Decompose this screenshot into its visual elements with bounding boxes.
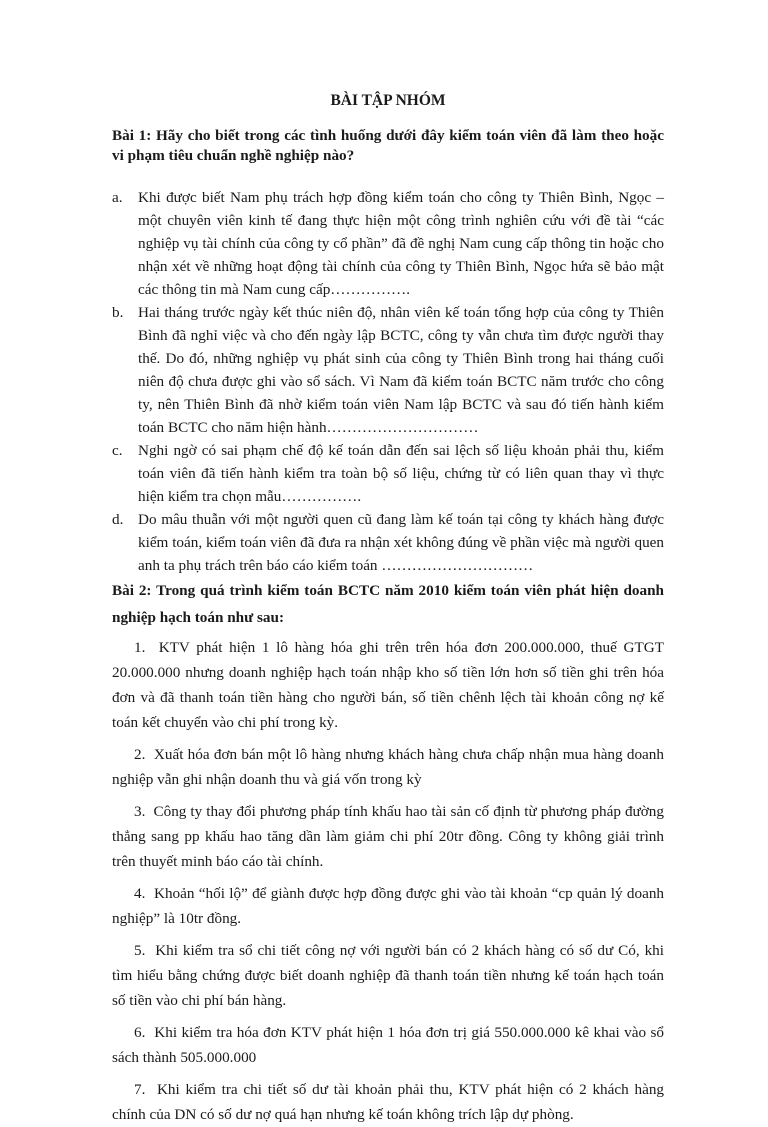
list-item [112, 1020, 664, 1070]
bai1-heading: Bài 1: Hãy cho biết trong các tình huống dưới đây kiểm toán viên đã làm theo hoặc vi phạm tiêu chuẩn nghề nghiệp nào? [112, 127, 664, 164]
page-title: BÀI TẬP NHÓM [330, 92, 446, 109]
list-item [112, 742, 664, 792]
list-item [112, 1077, 664, 1127]
list-item-text: Khi kiểm tra sổ chi tiết công nợ với người bán có 2 khách hàng có số dư Có, khi tìm hiểu bằng chứng được biết doanh nghiệp đã thanh toán tiền nhưng kế toán hạch toán số tiền vào chi phí bán hàng. [112, 942, 665, 1009]
list-marker: 5. [134, 942, 146, 959]
list-marker: 1. [134, 639, 146, 656]
list-item [112, 938, 664, 1013]
list-item-text: Công ty thay đổi phương pháp tính khấu hao tài sản cố định từ phương pháp đường thẳng sang pp khấu hao tăng dần làm giảm chi phí 20tr đồng. Công ty không giải trình trên thuyết minh báo cáo tài chính. [112, 803, 664, 870]
list-item-text: Khi kiểm tra hóa đơn KTV phát hiện 1 hóa đơn trị giá 550.000.000 kê khai vào sổ sách thành 505.000.000 [112, 1024, 664, 1066]
list-item [112, 635, 664, 735]
list-marker: b. [112, 304, 124, 321]
list-item [112, 439, 664, 508]
list-item-text: Xuất hóa đơn bán một lô hàng nhưng khách hàng chưa chấp nhận mua hàng doanh nghiệp vẫn ghi nhận doanh thu và giá vốn trong kỳ [112, 746, 664, 788]
bai2-heading: Bài 2: Trong quá trình kiểm toán BCTC năm 2010 kiểm toán viên phát hiện doanh nghiệp hạch toán như sau: [112, 582, 664, 626]
list-item [112, 799, 664, 874]
list-marker: d. [112, 511, 124, 528]
list-item-text: Khi được biết Nam phụ trách hợp đồng kiểm toán cho công ty Thiên Bình, Ngọc – một chuyên viên kinh tế đang thực hiện một công trình nghiên cứu với đề tài “các nghiệp vụ tài chính của công ty cổ phần” đã đề nghị Nam cung cấp thông tin hoặc cho nhận xét về những hoạt động tài chính của công ty Thiên Bình, Ngọc hứa sẽ bảo mật các thông tin mà Nam cung cấp……………. [138, 189, 664, 298]
list-marker: 6. [134, 1024, 146, 1041]
list-item [112, 301, 664, 439]
list-marker: c. [112, 442, 123, 459]
list-item [112, 186, 664, 301]
list-item-text: Hai tháng trước ngày kết thúc niên độ, nhân viên kế toán tổng hợp của công ty Thiên Bình đã nghỉ việc và cho đến ngày lập BCTC, công ty vẫn chưa tìm được người thay thế. Do đó, những nghiệp vụ phát sinh của công ty Thiên Bình trong hai tháng cuối niên độ chưa được ghi vào sổ sách. Vì Nam đã kiểm toán BCTC năm trước cho công ty, nên Thiên Bình đã nhờ kiểm toán viên Nam lập BCTC và sau đó tiến hành kiểm toán BCTC cho năm hiện hành………………………… [138, 304, 664, 436]
list-item-text: KTV phát hiện 1 lô hàng hóa ghi trên trên hóa đơn 200.000.000, thuế GTGT 20.000.000 nhưng doanh nghiệp hạch toán nhập kho số tiền lớn hơn số tiền ghi trên hóa đơn và đã thanh toán tiền hàng cho người bán, số tiền chênh lệch tài khoản công nợ kế toán kết chuyển vào chi phí trong kỳ. [112, 639, 664, 731]
list-marker: a. [112, 189, 123, 206]
list-item [112, 508, 664, 577]
bai2-list [112, 635, 664, 1127]
bai1-list [112, 186, 664, 577]
list-item-text: Khoản “hối lộ” để giành được hợp đồng được ghi vào tài khoản “cp quản lý doanh nghiệp” là 10tr đồng. [112, 885, 665, 927]
list-item-text: Nghi ngờ có sai phạm chế độ kế toán dẫn đến sai lệch số liệu khoản phải thu, kiểm toán viên đã tiến hành kiểm tra toàn bộ số liệu, chứng từ có liên quan thay vì thực hiện kiểm tra chọn mẫu……………. [138, 442, 664, 505]
list-item [112, 881, 664, 931]
list-marker: 2. [134, 746, 146, 763]
list-item-text: Do mâu thuẫn với một người quen cũ đang làm kế toán tại công ty khách hàng được kiểm toán, kiểm toán viên đã đưa ra nhận xét không đúng về phần việc mà người quen anh ta phụ trách trên báo cáo kiểm toán ………………………… [138, 511, 664, 574]
list-item-text: Khi kiểm tra chi tiết số dư tài khoản phải thu, KTV phát hiện có 2 khách hàng chính của DN có số dư nợ quá hạn nhưng kế toán không trích lập dự phòng. [112, 1081, 665, 1123]
list-marker: 7. [134, 1081, 146, 1098]
list-marker: 3. [134, 803, 146, 820]
list-marker: 4. [134, 885, 146, 902]
